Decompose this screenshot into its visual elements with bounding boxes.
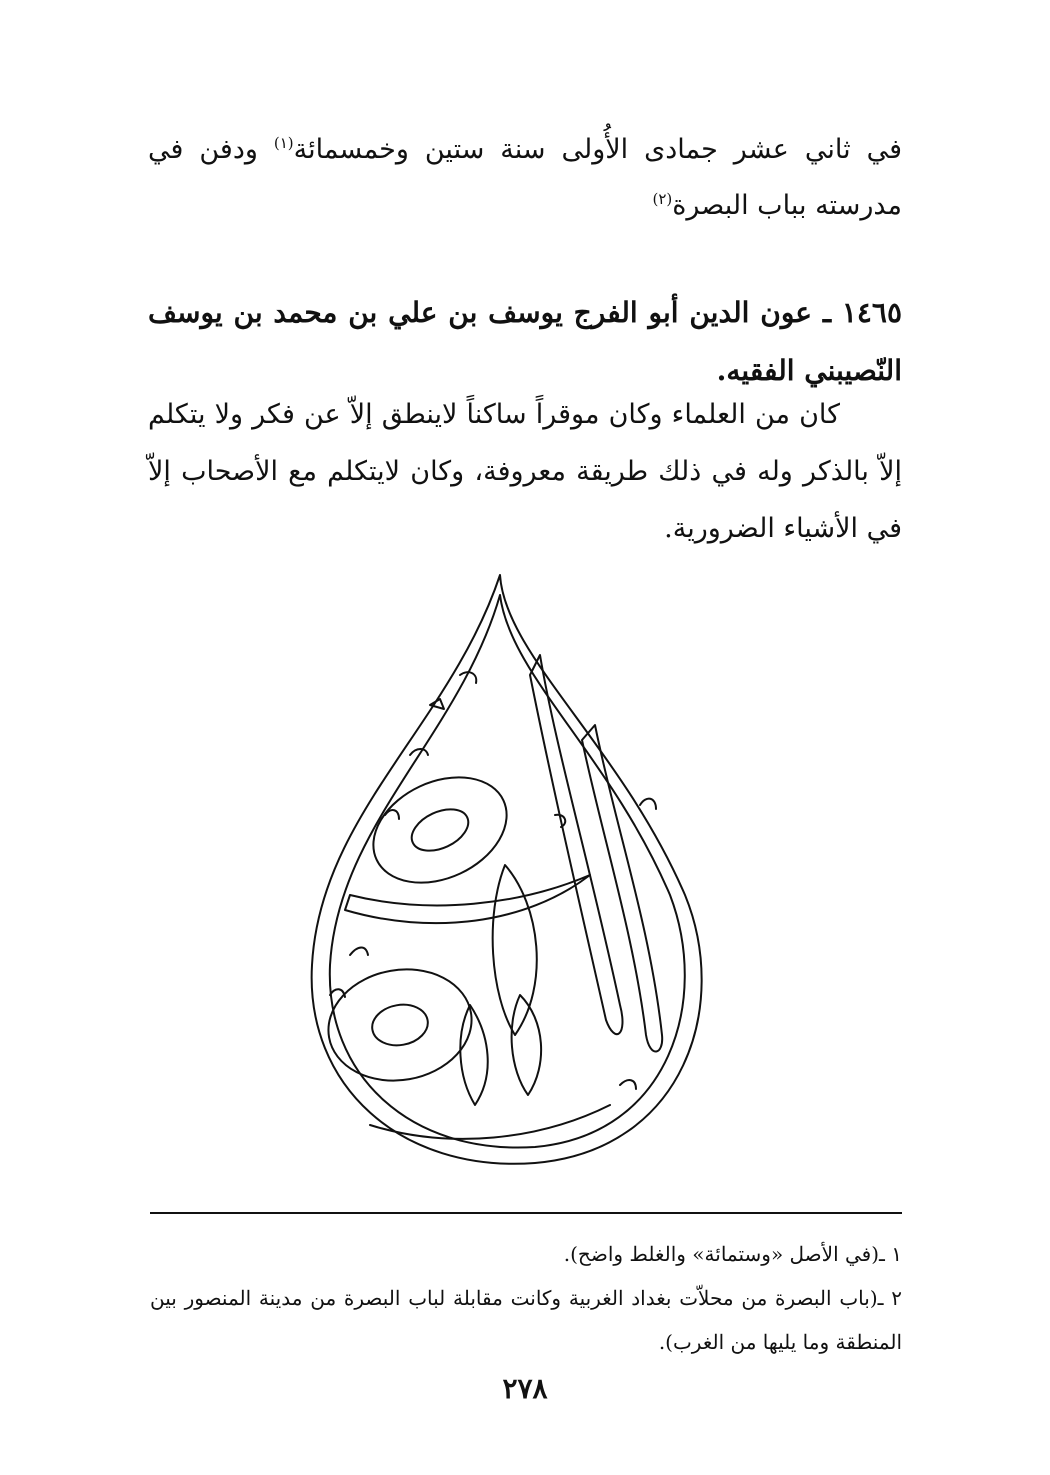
entry-body-text: كان من العلماء وكان موقراً ساكناً لاينطق إلاّ عن فكر ولا يتكلم إلاّ بالذكر وله في ذلك طريقة معروفة، وكان لايتكلم مع الأصحاب إلاّ في الأشياء الضرورية. — [148, 399, 902, 544]
entry-heading: ١٤٦٥ ـ عون الدين أبو الفرج يوسف بن علي بن محمد بن يوسف النّصيبني الفقيه. — [148, 296, 902, 387]
page-number: ٢٧٨ — [502, 1372, 548, 1405]
footnote-1: ١ ـ(في الأصل «وستمائة» والغلط واضح). — [563, 1242, 902, 1266]
paragraph-continuation — [148, 122, 902, 234]
paragraph-text-2: ودفن في مدرسته بباب البصرة — [148, 134, 902, 221]
footnote-ref-2: (٢) — [652, 190, 673, 208]
paragraph-text: في ثاني عشر جمادى الأُولى سنة ستين وخمسمائة — [293, 134, 902, 165]
footnote-2: ٢ ـ(باب البصرة من محلاّت بغداد الغربية وكانت مقابلة لباب البصرة من مدينة المنصور بين المنطقة وما يليها من الغرب). — [150, 1286, 902, 1354]
footnote-divider — [150, 1212, 902, 1214]
entry-body — [148, 386, 902, 557]
calligraphy-teardrop-ornament-icon — [290, 565, 710, 1170]
footnote-ref-1: (١) — [273, 134, 294, 152]
footnotes — [150, 1232, 902, 1364]
